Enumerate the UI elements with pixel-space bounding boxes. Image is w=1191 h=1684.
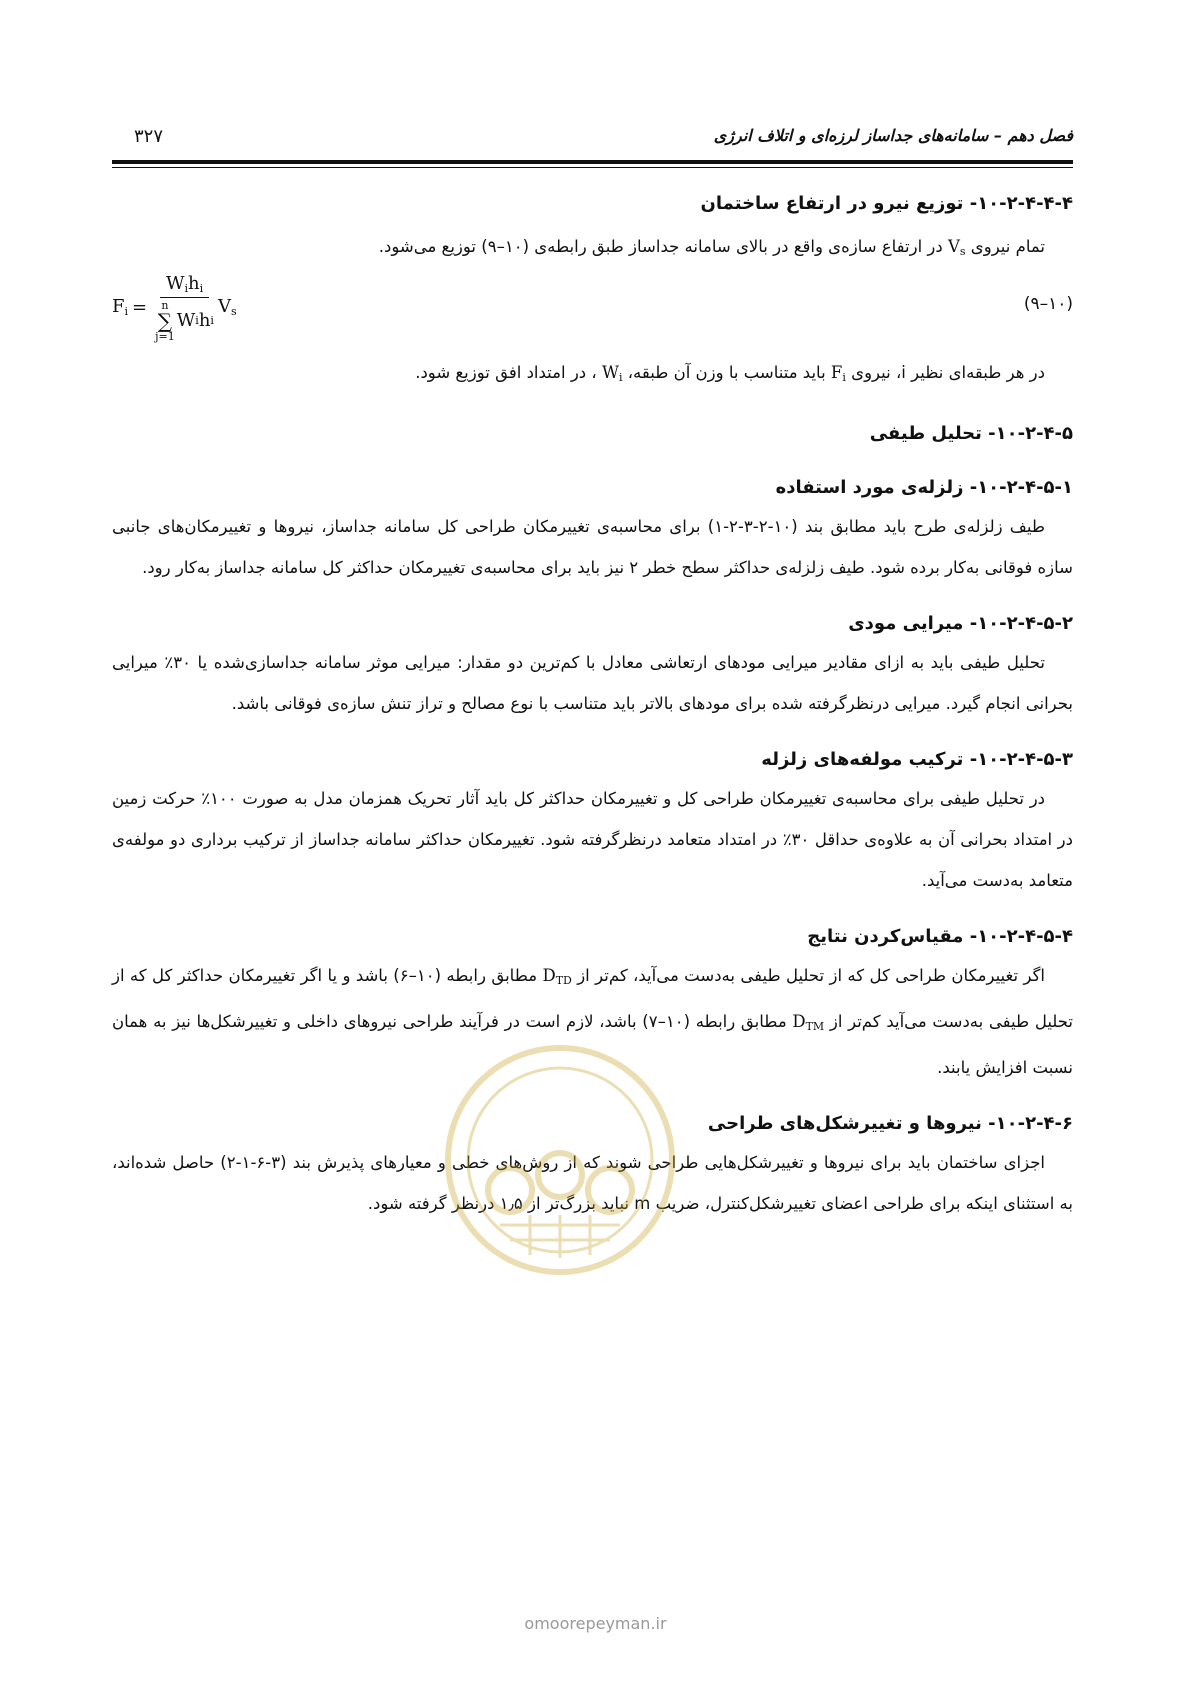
text-run: ، در امتداد افق توزیع شود. (415, 363, 602, 382)
variable-symbol: F (830, 363, 843, 382)
formula-symbol: W (176, 310, 196, 331)
text-run: مطابق رابطه (۱۰–۷) باشد، لازم است در فرآیند طراحی نیروهای داخلی و تغییرشکل‌ها نیز به همان نسبت افزایش یابند. (112, 1012, 1073, 1077)
formula-equals: = (132, 296, 148, 318)
variable-subscript: TD (555, 974, 572, 987)
formula-fraction (155, 273, 214, 342)
formula-subscript: i (184, 281, 188, 295)
formula-rhs (218, 296, 237, 318)
watermark-seal-icon (440, 1040, 680, 1280)
variable-fi (831, 363, 846, 382)
formula-symbol: F (112, 296, 125, 317)
variable-vs (948, 237, 966, 256)
header-rule-thin (112, 167, 1073, 168)
formula-subscript: i (210, 314, 214, 327)
text-run: در ارتفاع سازه‌ی واقع در بالای سامانه جداساز طبق رابطه‌ی (۱۰–۹) توزیع می‌شود. (378, 237, 948, 256)
page-number: ۳۲۷ (134, 126, 164, 147)
section-heading-design-forces: ۱۰-۲-۴-۶- نیروها و تغییرشکل‌های طراحی (707, 1113, 1073, 1134)
variable-subscript: s (959, 245, 966, 258)
formula-lhs (112, 296, 128, 318)
section-heading-force-distribution: ۱۰-۲-۴-۴-۴- توزیع نیرو در ارتفاع ساختمان (700, 193, 1073, 214)
section-heading-design-earthquake: ۱۰-۲-۴-۵-۱- زلزله‌ی مورد استفاده (775, 477, 1073, 498)
variable-subscript: i (842, 371, 846, 384)
section-heading-modal-damping: ۱۰-۲-۴-۵-۲- میرایی مودی (848, 613, 1073, 634)
text-run: باید متناسب با وزن آن طبقه، (622, 363, 831, 382)
section-heading-spectral-analysis: ۱۰-۲-۴-۵- تحلیل طیفی (869, 423, 1073, 444)
force-distribution-formula (112, 272, 237, 342)
section-heading-component-combination: ۱۰-۲-۴-۵-۳- ترکیب مولفه‌های زلزله (761, 749, 1073, 770)
watermark-site: omoorepeyman.ir (524, 1614, 667, 1633)
paragraph-story-force (112, 352, 1073, 398)
formula-subscript: i (199, 281, 204, 295)
text-run: در هر طبقه‌ای نظیر i، نیروی (845, 363, 1045, 382)
fraction-numerator (160, 273, 209, 298)
formula-subscript: i (124, 305, 129, 318)
page-header (112, 112, 1073, 152)
formula-symbol: V (217, 296, 231, 317)
formula-subscript: i (195, 314, 199, 327)
summation (155, 300, 175, 342)
sum-lower-limit: j=1 (155, 329, 175, 343)
equation-row (112, 272, 1073, 352)
formula-symbol: h (187, 272, 200, 294)
variable-symbol: D (542, 966, 556, 985)
chapter-title: فصل دهم – سامانه‌های جداساز لرزه‌ای و اتلاف انرژی (713, 126, 1073, 145)
header-rule-thick (112, 160, 1073, 164)
paragraph-modal-damping: تحلیل طیفی باید به ازای مقادیر میرایی مودهای ارتعاشی معادل با کم‌ترین دو مقدار: میرایی موثر سامانه جداسازی‌شده یا ۳۰٪ میرایی بحرانی انجام گیرد. میرایی درنظرگرفته شده برای مودهای بالاتر باید متناسب با نوع مصالح و تراز تنش سازه‌ی فوقانی باشد. (112, 653, 1073, 713)
text-run: اگر تغییرمکان طراحی کل که از تحلیل طیفی به‌دست می‌آید، کم‌تر از (571, 966, 1046, 985)
formula-symbol: h (198, 310, 211, 331)
variable-symbol: V (947, 237, 960, 256)
variable-symbol: W (601, 363, 619, 382)
paragraph-design-forces: اجزای ساختمان باید برای نیروها و تغییرشکل‌هایی طراحی شوند که از روش‌های خطی و معیارهای پذیرش بند (۳-۶-۱-۲) حاصل شده‌اند، به استثنای اینکه برای طراحی اعضای تغییرشکل‌کنترل، ضریب m نباید بزرگ‌تر از ۱٫۵ درنظر گرفته شود. (112, 1153, 1073, 1213)
formula-subscript: s (230, 305, 237, 318)
sum-symbol: ∑ (157, 308, 173, 333)
paragraph-force-distribution (112, 226, 1073, 272)
variable-dtm (792, 1012, 824, 1031)
sum-upper-limit: n (161, 298, 169, 312)
paragraph-component-combination: در تحلیل طیفی برای محاسبه‌ی تغییرمکان طراحی کل و تغییرمکان حداکثر کل باید آثار تحریک همزمان مدل به صورت ۱۰۰٪ حرکت زمین در امتداد بحرانی آن به علاوه‌ی حداقل ۳۰٪ در امتداد متعامد درنظرگرفته شود. تغییرمکان حداکثر سامانه جداساز از ترکیب برداری دو مولفه‌ی متعامد به‌دست می‌آید. (112, 789, 1073, 890)
variable-symbol: D (792, 1012, 806, 1031)
paragraph-design-earthquake: طیف زلزله‌ی طرح باید مطابق بند (۱۰-۲-۳-۲-۱) برای محاسبه‌ی تغییرمکان طراحی کل سامانه جداساز، نیروها و تغییرمکان‌های جانبی سازه فوقانی به‌کار برده شود. طیف زلزله‌ی حداکثر سطح خطر ۲ نیز باید برای محاسبه‌ی تغییرمکان حداکثر کل سامانه جداساز به‌کار رود. (112, 517, 1073, 577)
fraction-denominator (155, 298, 214, 342)
variable-wi (602, 363, 623, 382)
formula-symbol: W (165, 272, 185, 294)
variable-subscript: i (618, 371, 623, 384)
variable-subscript: TM (805, 1020, 825, 1033)
variable-dtd (542, 966, 571, 985)
text-run: تمام نیروی (965, 237, 1045, 256)
equation-number: (۱۰–۹) (1023, 294, 1073, 314)
text-run: مطابق رابطه (۱۰–۶) باشد و یا اگر تغییرمکان حداکثر کل که از تحلیل طیفی به‌دست می‌آید کم‌تر از (112, 966, 1073, 1031)
section-heading-scaling-results: ۱۰-۲-۴-۵-۴- مقیاس‌کردن نتایج (807, 926, 1073, 947)
